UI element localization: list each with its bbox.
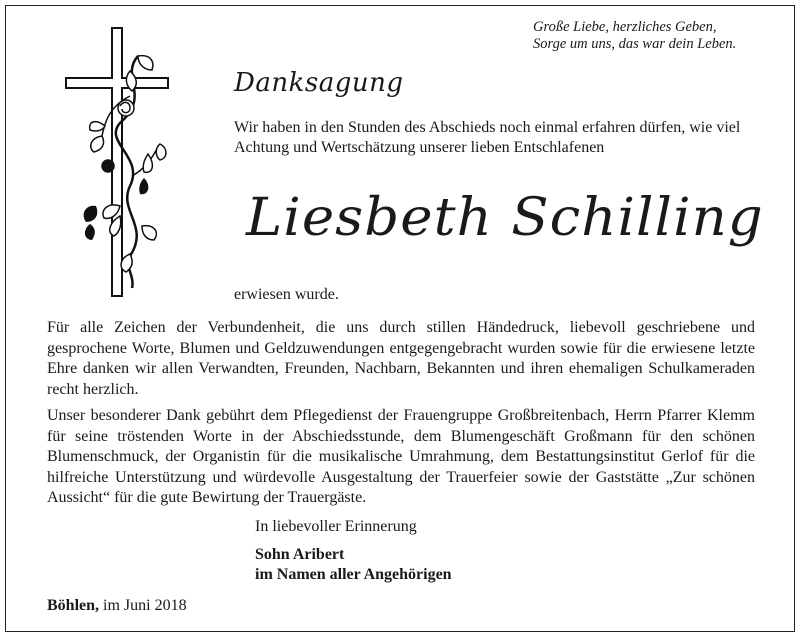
motto-line-1: Große Liebe, herzliches Geben,	[533, 19, 717, 35]
place-date	[47, 597, 187, 615]
closing-line: In liebevoller Erinnerung	[255, 518, 417, 535]
signer	[255, 545, 452, 585]
after-name-text: erwiesen wurde.	[234, 286, 339, 303]
thanks-paragraph-1: Für alle Zeichen der Verbundenheit, die uns durch stillen Händedruck, liebevoll geschriebene und gesprochene Worte, Blumen und Geldzuwendungen entgegengebracht wurden sowie für die erwiesene letzte Ehre danken wir allen Verwandten, Freunden, Nachbarn, Bekannten und ihren ehemaligen Schulkameraden recht herzlich.	[47, 319, 755, 398]
place: Böhlen,	[47, 597, 100, 614]
signer-line-2: im Namen aller Angehörigen	[255, 566, 452, 583]
heading: Danksagung	[234, 68, 404, 98]
signer-line-1: Sohn Aribert	[255, 546, 345, 563]
deceased-name: Liesbeth Schilling	[246, 188, 764, 248]
thanks-paragraph-2: Unser besonderer Dank gebührt dem Pflegedienst der Frauengruppe Großbreitenbach, Herrn Pfarrer Klemm für seine tröstenden Worte in der Abschiedsstunde, dem Blumengeschäft Großmann für den schönen Blumenschmuck, der Organistin für die musikalische Umrahmung, dem Bestattungsinstitut Gerlof für die hilfreiche Unterstützung und würdevolle Ausgestaltung der Trauerfeier sowie der Gaststätte „Zur schönen Aussicht“ für die gute Bewirtung der Trauergäste.	[47, 407, 755, 506]
motto-line-2: Sorge um uns, das war dein Leben.	[533, 36, 737, 52]
intro-text: Wir haben in den Stunden des Abschieds noch einmal erfahren dürfen, wie viel Achtung und Wertschätzung unserer lieben Entschlafenen	[234, 119, 741, 156]
cross-with-roses-icon	[60, 26, 170, 301]
date: im Juni 2018	[103, 597, 187, 614]
motto	[533, 19, 768, 53]
